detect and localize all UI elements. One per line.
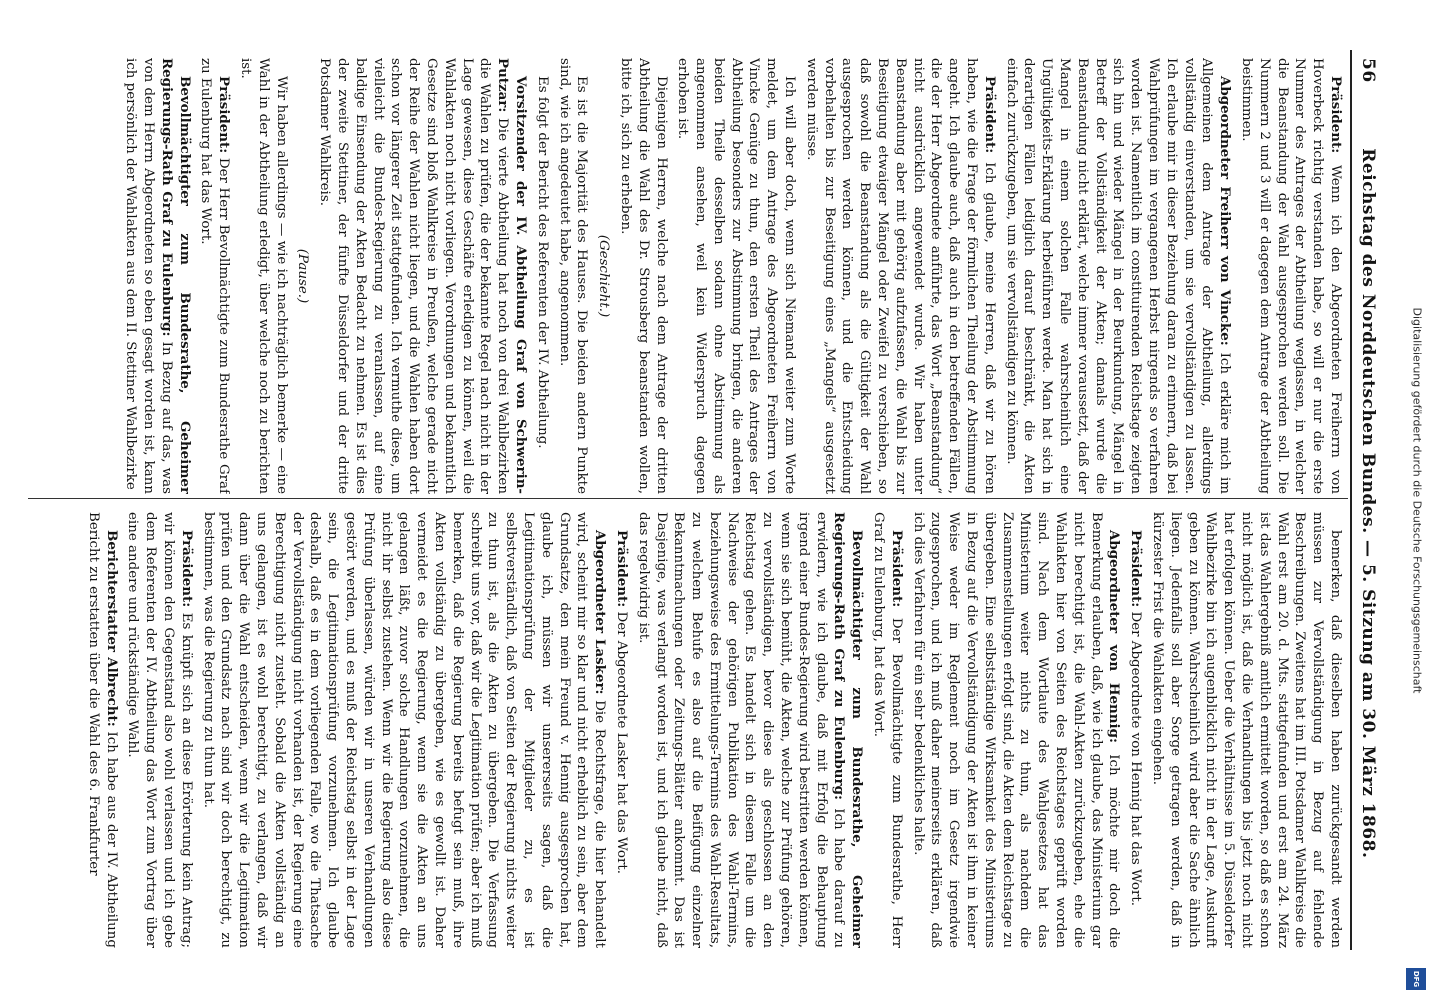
speech-paragraph	[1148, 512, 1344, 948]
header-rule	[1350, 50, 1352, 950]
speech-text: Es ist die Majorität des Hauses. Die beiden andern Punkte sind, wie ich angedeutet habe, angenommen.	[556, 58, 590, 494]
speech-text: Ich habe aus der IV. Abtheilung Bericht zu erstatten über die Wahl des 6. Frankfurter	[85, 512, 119, 948]
speech-paragraph	[315, 58, 529, 494]
speech-paragraph	[236, 58, 289, 494]
speaker-name: Abgeordneter Freiherr von Vincke:	[1217, 76, 1234, 346]
speech-paragraph	[197, 58, 233, 494]
speech-text: Der Herr Bevollmächtigte zum Bundesrathe Graf zu Eulenburg hat das Wort.	[198, 58, 232, 494]
running-title: Reichstag des Norddeutschen Bundes. — 5. Sitzung am 30. März 1868.	[1358, 148, 1378, 859]
speech-text: Ich glaube, meine Herren, daß wir zu hören haben, wie die Frage der förmlichen Theilung der Abstimmung angeht. Ich glaube auch, daß auch in den betreffenden Fällen, die der Herr Abgeordnete anführte, das Wort „Beanstandung“ nicht ausdrücklich angewendet wurde. Wir haben unter Beanstandung aber mit gehörig aufzufassen, die Wahl bis zur Beseitigung etwaiger Mängel oder Zweifel zu verschieben, so daß sowohl die Beanstandung als die Gültigkeit der Wahl ausgesprochen werden können, und die Entscheidung vorbehalten bis zur Beseitigung eines „Mangels“ ausgesetzt werden müsse.	[803, 58, 997, 494]
speech-paragraph	[869, 512, 905, 948]
speech-paragraph	[674, 58, 799, 494]
speech-paragraph	[199, 512, 608, 948]
stage-direction: (Pause.)	[295, 248, 311, 304]
speaker-name: Präsident:	[888, 530, 905, 608]
speech-paragraph	[612, 512, 630, 948]
left-text-column	[24, 58, 1344, 494]
speech-paragraph	[121, 58, 192, 494]
speech-paragraph	[1126, 512, 1144, 948]
digitization-credit	[1402, 0, 1432, 1000]
speaker-name: Präsident:	[981, 76, 998, 154]
speaker-name: Bevollmächtigter zum Bundesrathe, Geheimer Regierungs-Rath Graf zu Eulenburg:	[831, 512, 866, 948]
speaker-name: Präsident:	[178, 530, 195, 608]
speech-text: Diejenigen Herren, welche nach dem Antrage der dritten Abtheilung die Wahl des Dr. Strousberg beanstanden wollen, bitte ich, sich zu erheben.	[617, 58, 669, 494]
page-header	[1356, 58, 1380, 948]
speech-text: Der Abgeordnete von Hennig hat das Wort.	[1128, 611, 1144, 907]
speech-paragraph	[124, 512, 195, 948]
speech-paragraph	[1237, 58, 1344, 494]
speaker-name: Bevollmächtigter zum Bundesrathe, Geheimer Regierungs-Rath Graf zu Eulenburg:	[158, 58, 193, 494]
speech-text: Ich will aber doch, wenn sich Niemand weiter zum Worte meldet, um dem Antrage des Abgeordneten Freiherrn von Vincke Genüge zu thun, den ersten Theil des Antrages der Abtheilung besonders zur Abstimmung bringen, die anderen beiden Theile desselben sodann ohne Abstimmung als angenommen ansehen, weil kein Widerspruch dagegen erhoben ist.	[675, 58, 798, 494]
speech-paragraph	[616, 58, 669, 494]
speech-paragraph	[802, 58, 998, 494]
speaker-name: Präsident:	[1328, 76, 1344, 154]
speaker-name: Vorsitzender der IV. Abtheilung Graf von Schwerin-Putzar:	[495, 58, 529, 494]
speech-text: Ich möchte mir doch die Bemerkung erlauben, daß, wie ich glaube, das Ministerium gar nicht berechtigt ist, die Wahl-Akten zurückzugeben, ehe die Wahlakten hier von Seiten des Reichstages geprüft worden sind. Nach dem Wortlaute des Wahlgesetzes hat das Ministerium weiter nichts zu thun, als nachdem die Zusammenstellungen erfolgt sind, die Akten dem Reichstage zu übergeben. Eine selbstständige Wirksamkeit des Ministeriums in Bezug auf die Vervollständigung der Akten ist ihm in keiner Weise weder im Reglement noch im Gesetz irgendwie zugesprochen, und ich muß daher meinerseits erklären, daß ich dies Verfahren für ein sehr bedenkliches halte.	[910, 512, 1122, 948]
speech-text: Die Rechtsfrage, die hier behandelt wird, scheint mir so klar und nicht erheblich zu sein, aber dem Grundsatze, den mein Freund v. Hennig ausgesprochen hat, glaube ich, müssen wir unsererseits sagen, daß die Legitimationsprüfung der Mitglieder zu, es ist selbstverständlich, daß von Seiten der Regierung nichts weiter zu thun ist, als die Akten zu übergeben. Die Verfassung schreibt uns vor, daß wir die Legitimation prüfen; aber ich muß bemerken, daß die Regierung bereits befugt sein muß, ihre Akten vollständig zu übergeben, wie es gewollt ist. Daher vermeidet es die Regierung, wenn sie die Akten an uns gelangen läßt, zuvor solche Handlungen vorzunehmen, die nicht ihr selbst zustehen. Wenn wir die Regierung also diese Prüfung überlassen, würden wir in unseren Verhandlungen gestört werden, und es muß der Reichstag selbst in der Lage sein, die Legitimationsprüfung vorzunehmen. Ich glaube deshalb, daß es in dem vorliegenden Falle, wo die Thatsache der Vervollständigung nicht vorhanden ist, der Regierung eine Berechtigung nicht zusteht. Sobald die Akten vollständig an uns gelangen, ist es wohl berechtigt, zu verlangen, daß wir dann über die Wahl entscheiden, wenn wir die Legitimation prüfen und den Grundsatz nach sind wir doch berechtigt, zu bestimmen, was die Regierung zu thun hat.	[200, 512, 608, 948]
speaker-name: Präsident:	[613, 530, 630, 608]
speech-paragraph	[84, 512, 120, 948]
speech-paragraph	[909, 512, 1123, 948]
speech-text: Der Abgeordnete Lasker hat das Wort.	[613, 611, 629, 874]
speech-text: Die vierte Abtheilung hat noch von drei Wahlbezirken die Wahlen zu prüfen, die der bekannte Regel nach nicht in der Lage gewesen, diese Geschäfte erledigen zu können, weil die Wahlakten noch nicht vorliegen. Verordnungen und bekanntlich Gesetze sind bloß Wahlkreise in Preußen, welche gerade nicht der Reihe der Wahlen nicht liegen, und die Wahlen haben dort schon vor längerer Zeit stattgefunden. Ich vermuthe diese, um vielleicht die Bundes-Regierung zu veranlassen, auf eine baldige Einsendung der Akten Bedacht zu nehmen. Es ist dies der zweite Stettiner, der fünfte Düsseldorfer und der dritte Potsdamer Wahlkreis.	[317, 58, 511, 494]
speaker-name: Abgeordneter Lasker:	[592, 530, 609, 695]
column-separator	[28, 498, 1348, 499]
speaker-name: Präsident:	[216, 76, 233, 154]
speech-text: Der Bevollmächtigte zum Bundesrathe, Herr Graf zu Eulenburg, hat das Wort.	[871, 512, 904, 948]
speech-text: Ich habe darauf zu erwidern, wie ich glaube, daß mit Erfolg die Behauptung irgend einer Bundes-Regierung wird bestritten werden können, wenn sie sich bemüht, die Akten, welche zur Prüfung gehören, zu vervollständigen, bevor diese als geschlossen an den Reichstag gehen. Es handelt sich in diesem Falle um die Nachweise der gehörigen Publikation des Wahl-Termins, beziehungsweise des Ermittelungs-Termins des Wahl-Resultats, zu welchem Behufe es also auf die Beifügung einzelner Bekanntmachungen oder Zeitungs-Blätter ankommt. Das ist Dasjenige, was verlangt worden ist, und ich glaube nicht, daß das regelwidrig ist.	[635, 512, 847, 948]
speaker-name: Berichterstatter Albrecht:	[103, 530, 120, 727]
credit-text: Digitalisierung gefördert durch die Deutsche Forschungsgemeinschaft	[1410, 307, 1424, 693]
speech-text: Wir haben allerdings — wie ich nachträglich bemerke — eine Wahl in der Abtheilung erledigt, über welche noch zu berichten ist.	[237, 58, 289, 494]
speech-paragraph	[555, 58, 591, 494]
speech-paragraph	[634, 512, 865, 948]
right-text-column	[24, 512, 1344, 948]
speech-text: Es folgt der Bericht des Referenten der IV. Abtheilung.	[534, 76, 550, 449]
speech-text: bemerken, daß dieselben haben zurückgesandt werden müssen zur Vervollständigung in Bezug auf fehlende Beschreibungen. Zweitens hat im III. Potsdamer Wahlkreise die Wahl erst am 20. d. Mts. stattgefunden und erst am 24. März ist das Wahlergebniß amtlich ermittelt worden, so daß es schon nicht möglich ist, daß die Verhandlungen bis jetzt noch nicht hat erfolgen können. Ueber die Verhältnisse im 5. Düsseldorfer Wahlbezirke bin ich augenblicklich nicht in der Lage, Auskunft geben zu können. Wahrscheinlich wird aber die Sache ähnlich liegen. Jedenfalls soll aber Sorge getragen werden, daß in kürzester Frist die Wahlakten eingehen.	[1150, 512, 1343, 948]
speaker-name: Abgeordneter von Hennig:	[1106, 530, 1123, 743]
page-number: 56	[1358, 58, 1378, 83]
speech-text: Es knüpft sich an diese Erörterung kein Antrag; wir können den Gegenstand also wohl verlassen und ich gebe dem Referenten der IV. Abtheilung das Wort zum Vortrag über eine andere und rückständige Wahl.	[125, 512, 194, 948]
dfg-logo-icon: DFG	[1406, 968, 1426, 990]
speech-paragraph	[1002, 58, 1233, 494]
speech-text: In Bezug auf das, was von dem Herrn Abgeordneten so eben gesagt worden ist, kann ich persönlich der Wahlakten aus dem II. Stettiner Wahlbezirke	[123, 58, 174, 494]
speaker-name: Präsident:	[1128, 530, 1145, 608]
speech-text: Wenn ich den Abgeordneten Freiherrn von Hoverbeck richtig verstanden habe, so will er nur die erste Nummer des Antrages der Abtheilung weglassen, in welcher die Beanstandung der Wahl ausgesprochen werden soll. Die Nummern 2 und 3 will er dagegen dem Antrage der Abtheilung beistimmen.	[1239, 58, 1343, 494]
speech-text: Ich erkläre mich im Allgemeinen dem Antrage der Abtheilung, allerdings vollständig einverstanden, um sie vervollständigen zu lassen. Ich erlaube mir in dieser Beziehung daran zu erinnern, daß bei Wahlprüfungen im vergangenen Herbst nirgends so verfahren worden ist. Namentlich im constituirenden Reichstage zeigten sich hin und wieder Mängel in der Beurkundung, Mängel in Betreff der Vollständigkeit der Akten; damals wurde die Beanstandung nicht erklärt, welche immer voraussetzt, daß der Mangel in einem solchen Falle wahrscheinlich eine Ungültigkeits-Erklärung herbeiführen werde. Man hat sich in derartigen Fällen lediglich darauf beschränkt, die Akten einfach zurückzugeben, um sie vervollständigen zu können.	[1003, 58, 1233, 494]
speech-paragraph	[533, 58, 551, 494]
stage-direction: (Geschieht.)	[596, 234, 612, 318]
